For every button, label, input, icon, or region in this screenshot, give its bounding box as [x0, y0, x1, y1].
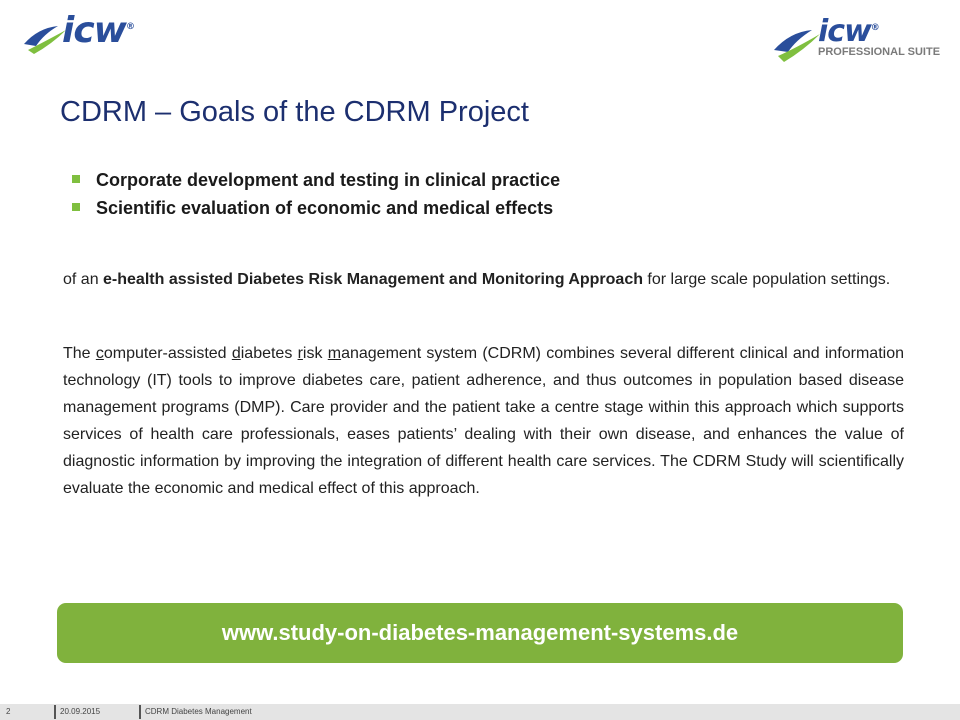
para2-text: omputer-assisted [103, 345, 232, 362]
para1-prefix: of an [63, 271, 104, 288]
icw-logo-left [22, 12, 142, 64]
footer-title: CDRM Diabetes Management [145, 707, 252, 716]
para1-suffix: for large scale population settings. [642, 271, 891, 288]
study-url-banner [57, 603, 903, 663]
square-bullet-icon [72, 175, 80, 183]
footer-divider [54, 705, 56, 719]
para1-bold: e-health assisted Diabetes Risk Management and Monitoring Approach [103, 271, 643, 288]
page-number: 2 [6, 707, 11, 716]
para2-text: isk [302, 345, 328, 362]
para2-text: The [63, 345, 96, 362]
logo-text: icw [818, 14, 871, 49]
para2-text: iabetes [240, 345, 298, 362]
swoosh-icon [772, 24, 822, 68]
approach-paragraph [63, 266, 904, 293]
footer-date: 20.09.2015 [60, 707, 101, 716]
logo-text: icw [62, 10, 126, 51]
logo-wordmark [818, 14, 879, 49]
bullet-label: Scientific evaluation of economic and medical effects [96, 198, 554, 218]
logo-reg-mark: ® [870, 23, 879, 33]
acronym-letter: r [297, 345, 303, 362]
logo-reg-mark: ® [125, 22, 134, 32]
bullet-label: Corporate development and testing in clinical practice [96, 170, 561, 190]
footer-divider [139, 705, 141, 719]
para2-text: anagement system (CDRM) combines several different clinical and information technology (IT) tools to improve diabetes care, patient adherence, and thus outcomes in population based disease management programs (DMP). Care provider and the patient take a centre stage within this approach which supports services of health care professionals, eases patients’ dealing with their own disease, and enhances the value of diagnostic information by improving the integration of different health care services. The CDRM Study will scientifically evaluate the economic and medical effect of this approach. [63, 345, 905, 497]
logo-subtitle: PROFESSIONAL SUITE [818, 46, 941, 58]
list-item [96, 194, 560, 222]
slide-footer [0, 704, 960, 720]
list-item [96, 166, 560, 194]
goals-list [96, 166, 560, 222]
logo-wordmark [62, 10, 134, 51]
icw-professional-suite-logo [772, 14, 942, 70]
acronym-letter: d [231, 345, 241, 362]
study-website-link[interactable]: www.study-on-diabetes-management-systems.de [221, 620, 739, 645]
acronym-letter: m [327, 345, 342, 362]
square-bullet-icon [72, 203, 80, 211]
description-paragraph [63, 340, 904, 502]
page-title: CDRM – Goals of the CDRM Project [60, 96, 529, 128]
acronym-letter: c [95, 345, 104, 362]
